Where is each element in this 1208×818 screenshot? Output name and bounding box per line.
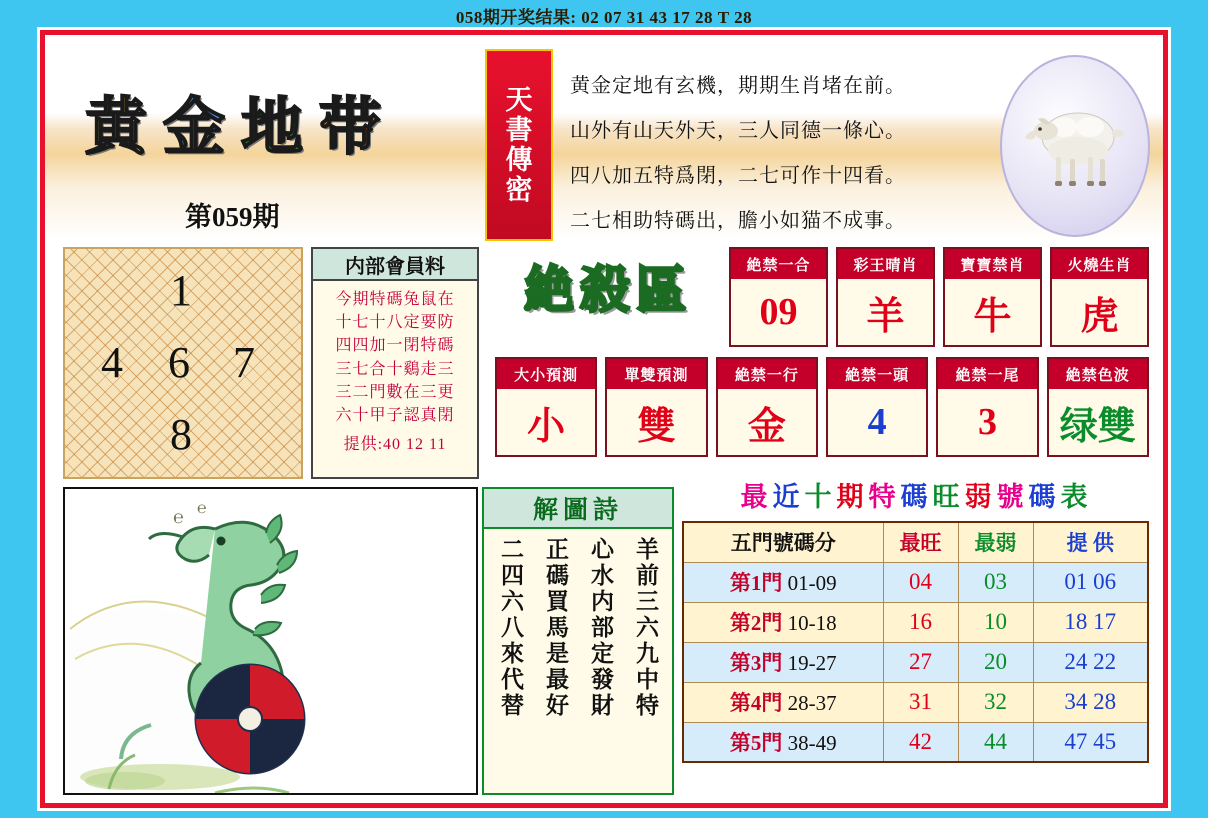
vertical-banner-char-2: 書 xyxy=(505,114,533,145)
poem-line-2: 山外有山天外天，三人同德一條心。 xyxy=(570,120,906,142)
card-header: 絶禁一行 xyxy=(718,359,816,389)
header-cold: 最弱 xyxy=(958,522,1033,562)
prediction-card xyxy=(936,357,1038,457)
table-row xyxy=(683,642,1148,682)
men-range: 19-27 xyxy=(787,651,837,675)
poster xyxy=(40,30,1168,808)
member-box-lines xyxy=(313,281,477,456)
zodiac-animal-circle xyxy=(1000,55,1150,237)
men-label: 第2門 xyxy=(729,611,783,635)
card-value: 09 xyxy=(759,291,798,333)
cell-supply: 34 28 xyxy=(1033,682,1148,722)
prediction-cards-row-1 xyxy=(729,247,1149,347)
vertical-banner xyxy=(485,49,553,241)
poster-logo xyxy=(85,77,397,166)
poem-line-1: 黄金定地有玄機，期期生肖堵在前。 xyxy=(570,75,906,97)
member-line-5: 三二門數在三更 xyxy=(335,383,455,401)
grid-number-1: 1 xyxy=(170,266,192,315)
member-box-title: 内部會員料 xyxy=(313,249,477,281)
poem-column-4: 二四六八來代替 xyxy=(498,537,523,719)
prediction-card xyxy=(1050,247,1149,347)
table-row xyxy=(683,682,1148,722)
cell-cold: 20 xyxy=(958,642,1033,682)
cell-men xyxy=(683,602,883,642)
title-char-8: 弱 xyxy=(964,482,995,512)
card-value: 小 xyxy=(527,405,566,448)
vertical-banner-char-3: 傳 xyxy=(505,145,533,175)
card-header: 絶禁一尾 xyxy=(938,359,1036,389)
kill-zone-title xyxy=(493,255,723,317)
table-row xyxy=(683,562,1148,602)
poem-column-1: 羊前三六九中特 xyxy=(633,537,658,719)
prediction-card xyxy=(716,357,818,457)
title-char-4: 期 xyxy=(836,482,867,512)
issue-label: 第059期 xyxy=(185,202,280,232)
title-char-6: 碼 xyxy=(900,482,931,512)
cell-hot: 27 xyxy=(883,642,958,682)
cell-men xyxy=(683,722,883,762)
men-label: 第3門 xyxy=(729,651,783,675)
header-men: 五門號碼分 xyxy=(683,522,883,562)
card-value: 3 xyxy=(977,401,997,443)
prediction-card xyxy=(943,247,1042,347)
svg-text:℮: ℮ xyxy=(173,507,184,527)
logo-char-2: 金 xyxy=(163,94,236,162)
card-value: 4 xyxy=(867,401,887,443)
cell-supply: 18 17 xyxy=(1033,602,1148,642)
grid-number-3: 6 xyxy=(168,338,190,387)
member-line-2: 十七十八定要防 xyxy=(335,314,455,332)
card-header: 火燒生肖 xyxy=(1052,249,1147,279)
men-range: 28-37 xyxy=(787,691,837,715)
title-char-10: 碼 xyxy=(1028,482,1059,512)
poem-interpretation-box xyxy=(482,487,674,795)
seahorse-picture xyxy=(63,487,478,795)
poem-line-4: 二七相助特碼出，膽小如猫不成事。 xyxy=(570,210,906,232)
table-row xyxy=(683,602,1148,642)
member-line-4: 三七合十鷄走三 xyxy=(335,360,455,378)
title-char-2: 近 xyxy=(772,482,803,512)
member-line-1: 今期特碼兔鼠在 xyxy=(335,291,455,308)
cell-supply: 47 45 xyxy=(1033,722,1148,762)
men-label: 第5門 xyxy=(729,730,783,755)
title-char-1: 最 xyxy=(740,482,771,512)
svg-text:℮: ℮ xyxy=(197,500,207,517)
poem-column-3: 正碼買馬是最好 xyxy=(543,537,568,719)
card-value: 虎 xyxy=(1080,295,1119,338)
card-header: 彩王晴肖 xyxy=(838,249,933,279)
cell-supply: 01 06 xyxy=(1033,562,1148,602)
header-supply: 提 供 xyxy=(1033,522,1148,562)
grid-number-5: 8 xyxy=(170,410,192,459)
card-value: 雙 xyxy=(637,405,676,448)
card-header: 寶寶禁肖 xyxy=(945,249,1040,279)
cell-cold: 32 xyxy=(958,682,1033,722)
card-header: 絶禁一頭 xyxy=(828,359,926,389)
logo-char-1: 黄 xyxy=(85,94,158,162)
card-value: 羊 xyxy=(866,295,905,338)
prediction-card xyxy=(495,357,597,457)
seahorse-illustration-icon xyxy=(65,489,476,793)
card-value: 绿雙 xyxy=(1059,405,1136,448)
card-header: 絶禁一合 xyxy=(731,249,826,279)
member-line-6: 六十甲子認真閉 xyxy=(335,406,455,424)
cell-men xyxy=(683,562,883,602)
vertical-banner-char-1: 天 xyxy=(505,84,533,115)
rank-table xyxy=(682,521,1149,763)
number-grid xyxy=(63,247,303,479)
lottery-result-text: 058期开奖结果: 02 07 31 43 17 28 T 28 xyxy=(455,7,753,27)
grid-number-4: 7 xyxy=(233,338,255,387)
men-label: 第1門 xyxy=(729,571,783,595)
poem-line-3: 四八加五特爲閉，二七可作十四看。 xyxy=(570,165,906,187)
rank-table-block xyxy=(682,475,1149,795)
cell-hot: 16 xyxy=(883,602,958,642)
grid-number-2: 4 xyxy=(101,338,123,387)
prediction-card xyxy=(836,247,935,347)
title-char-11: 表 xyxy=(1060,482,1091,512)
prediction-card xyxy=(729,247,828,347)
sheep-icon xyxy=(1020,97,1136,193)
poem-column-2: 心水内部定發財 xyxy=(588,537,613,719)
card-value: 金 xyxy=(747,405,786,448)
cell-men xyxy=(683,682,883,722)
lottery-result-strip xyxy=(0,0,1208,30)
men-range: 10-18 xyxy=(787,611,837,635)
men-range: 38-49 xyxy=(787,730,837,755)
card-value: 牛 xyxy=(973,295,1012,338)
poem-box-title: 解圖詩 xyxy=(484,489,672,529)
vertical-banner-char-4: 密 xyxy=(505,175,533,206)
logo-char-3: 地 xyxy=(241,94,314,162)
header-hot: 最旺 xyxy=(883,522,958,562)
men-range: 01-09 xyxy=(787,571,837,595)
rank-table-title xyxy=(682,475,1149,514)
table-header-row xyxy=(683,522,1148,562)
poem-columns xyxy=(484,529,672,793)
title-char-7: 旺 xyxy=(932,482,963,512)
kill-zone-title-text: 絶殺區 xyxy=(524,262,692,318)
card-header: 絶禁色波 xyxy=(1049,359,1147,389)
cell-cold: 03 xyxy=(958,562,1033,602)
prediction-card xyxy=(1047,357,1149,457)
prediction-card xyxy=(605,357,707,457)
card-header: 大小預測 xyxy=(497,359,595,389)
member-line-3: 四四加一閉特碼 xyxy=(335,337,455,355)
card-header: 單雙預測 xyxy=(607,359,705,389)
logo-char-4: 带 xyxy=(319,94,392,162)
cell-hot: 31 xyxy=(883,682,958,722)
cell-cold: 44 xyxy=(958,722,1033,762)
title-char-9: 號 xyxy=(996,482,1027,512)
title-char-5: 特 xyxy=(868,482,899,512)
poster-header xyxy=(45,35,1163,240)
cell-cold: 10 xyxy=(958,602,1033,642)
men-label: 第4門 xyxy=(729,691,783,715)
member-info-box xyxy=(311,247,479,479)
member-supply: 提供:40 12 11 xyxy=(343,436,447,454)
cell-hot: 04 xyxy=(883,562,958,602)
header-poem xyxy=(570,61,990,241)
cell-hot: 42 xyxy=(883,722,958,762)
table-row xyxy=(683,722,1148,762)
title-char-3: 十 xyxy=(804,482,835,512)
cell-men xyxy=(683,642,883,682)
prediction-cards-row-2 xyxy=(495,357,1149,457)
cell-supply: 24 22 xyxy=(1033,642,1148,682)
prediction-card xyxy=(826,357,928,457)
